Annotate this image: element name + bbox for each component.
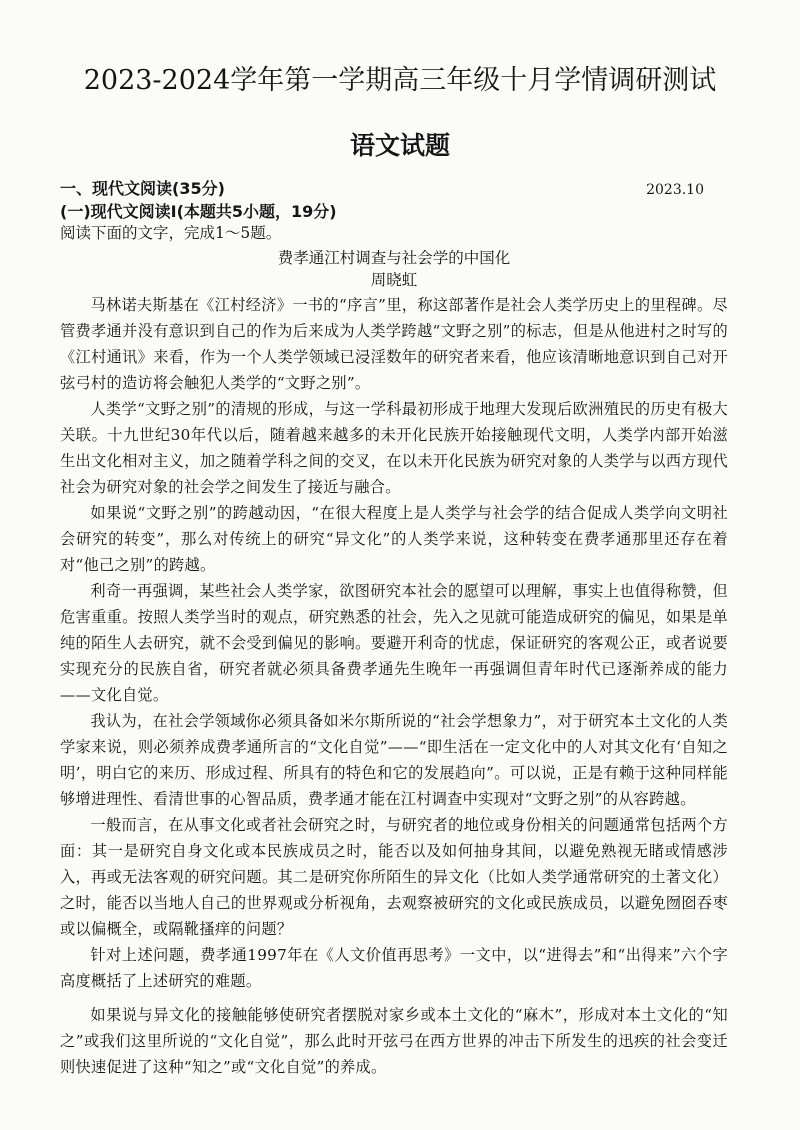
- article-paragraph: 人类学“文野之别”的清规的形成，与这一学科最初形成于地理大发现后欧洲殖民的历史有极大关联。十九世纪30年代以后，随着越来越多的未开化民族开始接触现代文明，人类学内部开始滋生出文化相对主义，加之随着学科之间的交叉，在以未开化民族为研究对象的人类学与以西方现代社会为研究对象的社会学之间发生了接近与融合。: [60, 400, 728, 496]
- reading-instruction: 阅读下面的文字，完成1～5题。: [60, 224, 282, 242]
- article-paragraph: 如果说与异文化的接触能够使研究者摆脱对家乡或本土文化的“麻木”，形成对本土文化的“知之”或我们这里所说的“文化自觉”，那么此时开弦弓在西方世界的冲击下所发生的迅疾的社会变迁则快速促进了这种“知之”或“文化自觉”的养成。: [60, 1006, 728, 1076]
- exam-title: 2023-2024学年第一学期高三年级十月学情调研测试: [83, 65, 717, 96]
- exam-date: 2023.10: [646, 182, 704, 198]
- section-header-row: [60, 176, 728, 199]
- section-heading: 一、现代文阅读(35分): [60, 179, 225, 198]
- sub-section-heading: (一)现代文阅读Ⅰ(本题共5小题，19分): [60, 202, 337, 221]
- article-paragraph: 如果说“文野之别”的跨越动因，“在很大程度上是人类学与社会学的结合促成人类学向文明社会研究的转变”，那么对传统上的研究“异文化”的人类学来说，这种转变在费孝通那里还存在着对“他己之别”的跨越。: [60, 504, 728, 574]
- article-paragraph: 利奇一再强调，某些社会人类学家，欲图研究本社会的愿望可以理解，事实上也值得称赞，但危害重重。按照人类学当时的观点，研究熟悉的社会，先入之见就可能造成研究的偏见，如果是单纯的陌生人去研究，就不会受到偏见的影响。要避开利奇的忧虑，保证研究的客观公正，或者说要实现充分的民族自省，研究者就必须具备费孝通先生晚年一再强调但青年时代已逐渐养成的能力——文化自觉。: [60, 582, 728, 704]
- article-author: 周晓虹: [370, 271, 418, 289]
- article-paragraph: 一般而言，在从事文化或者社会研究之时，与研究者的地位或身份相关的问题通常包括两个方面：其一是研究自身文化或本民族成员之时，能否以及如何抽身其间，以避免熟视无睹或情感涉入，再或无法客观的研究问题。其二是研究你所陌生的异文化（比如人类学通常研究的土著文化）之时，能否以当地人自己的世界观或分析视角，去观察被研究的文化或民族成员，以避免囫囵吞枣或以偏概全，或隔靴搔痒的问题？: [60, 816, 728, 938]
- article-paragraph: 我认为，在社会学领域你必须具备如米尔斯所说的“社会学想象力”，对于研究本土文化的人类学家来说，则必须养成费孝通所言的“文化自觉”——“即生活在一定文化中的人对其文化有‘自知之明’，明白它的来历、形成过程、所具有的特色和它的发展趋向”。可以说，正是有赖于这种同样能够增进理性、看清世事的心智品质，费孝通才能在江村调查中实现对“文野之别”的从容跨越。: [60, 712, 728, 808]
- article-paragraph: 针对上述问题，费孝通1997年在《人文价值再思考》一文中，以“进得去”和“出得来”六个字高度概括了上述研究的难题。: [60, 946, 728, 990]
- subject-title: 语文试题: [349, 131, 450, 160]
- article-title: 费孝通江村调查与社会学的中国化: [277, 249, 511, 267]
- article-paragraph: 马林诺夫斯基在《江村经济》一书的“序言”里，称这部著作是社会人类学历史上的里程碑。尽管费孝通并没有意识到自己的作为后来成为人类学跨越“文野之别”的标志，但是从他进村之时写的《江村通讯》来看，作为一个人类学领域已浸淫数年的研究者来看，他应该清晰地意识到自己对开弦弓村的造访将会触犯人类学的“文野之别”。: [60, 296, 728, 392]
- exam-content: [60, 176, 728, 1080]
